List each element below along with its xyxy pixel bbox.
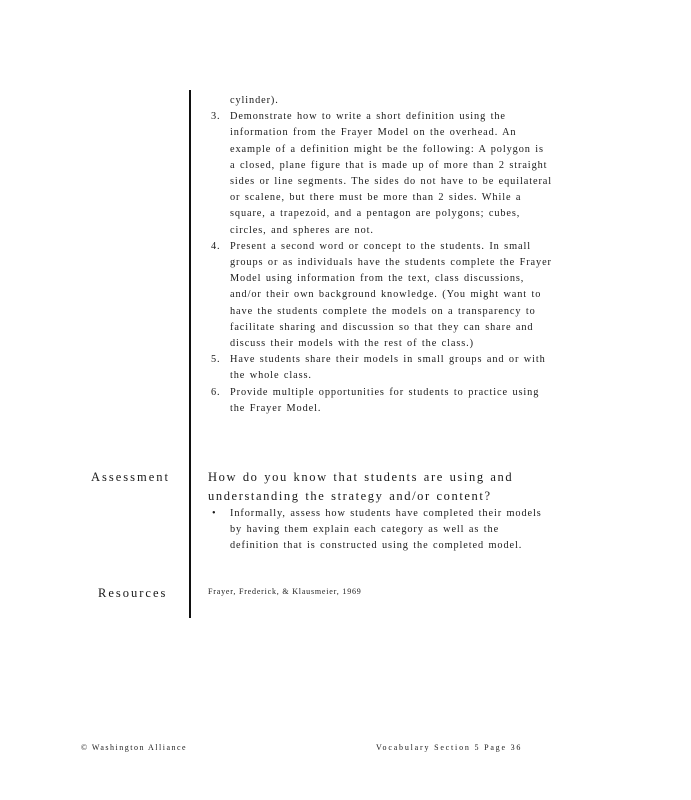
step-4	[208, 239, 553, 352]
resources-citation: Frayer, Frederick, & Klausmeier, 1969	[208, 587, 362, 596]
step-text: Present a second word or concept to the students. In small groups or as individuals have the students complete the Frayer Model using information from the text, class discussions, and/or their own background knowledge. (You might want to have the students complete the models on a transparency to facilitate sharing and discussion so that they can share and discuss their models with the rest of the class.)	[230, 240, 552, 350]
procedure-steps	[208, 93, 553, 417]
footer-page-number: Vocabulary Section 5 Page 36	[376, 743, 523, 752]
step-3	[208, 109, 553, 239]
step-number: 5.	[211, 354, 221, 366]
assessment-heading: Assessment	[91, 470, 171, 484]
assessment-bullet-text: Informally, assess how students have completed their models by having them explain each category as well as the definition that is constructed using the completed model.	[230, 508, 542, 552]
step-text: Demonstrate how to write a short definition using the information from the Frayer Model on the overhead. An example of a definition might be the following: A polygon is a closed, plane figure that is made up of more than 2 straight sides or line segments. The sides do not have to be equilateral or scalene, but there must be more than 2 sides. While a square, a trapezoid, and a pentagon are polygons; cubes, circles, and spheres are not.	[230, 111, 553, 236]
assessment-bullet	[208, 506, 548, 555]
step-continuation	[208, 93, 553, 109]
step-6	[208, 385, 553, 417]
step-number: 6.	[211, 386, 221, 398]
step-number: 4.	[211, 240, 221, 252]
step-number: 3.	[211, 111, 221, 123]
step-5	[208, 352, 553, 384]
assessment-question: How do you know that students are using and understanding the strategy and/or content?	[208, 470, 514, 503]
resources-heading: Resources	[98, 586, 168, 600]
step-continuation-text: cylinder).	[230, 95, 279, 106]
vertical-divider	[189, 90, 191, 618]
step-text: Provide multiple opportunities for students to practice using the Frayer Model.	[230, 386, 540, 414]
bullet-icon: •	[212, 508, 217, 519]
step-text: Have students share their models in small groups and or with the whole class.	[230, 354, 546, 382]
footer-copyright: © Washington Alliance	[81, 743, 188, 752]
